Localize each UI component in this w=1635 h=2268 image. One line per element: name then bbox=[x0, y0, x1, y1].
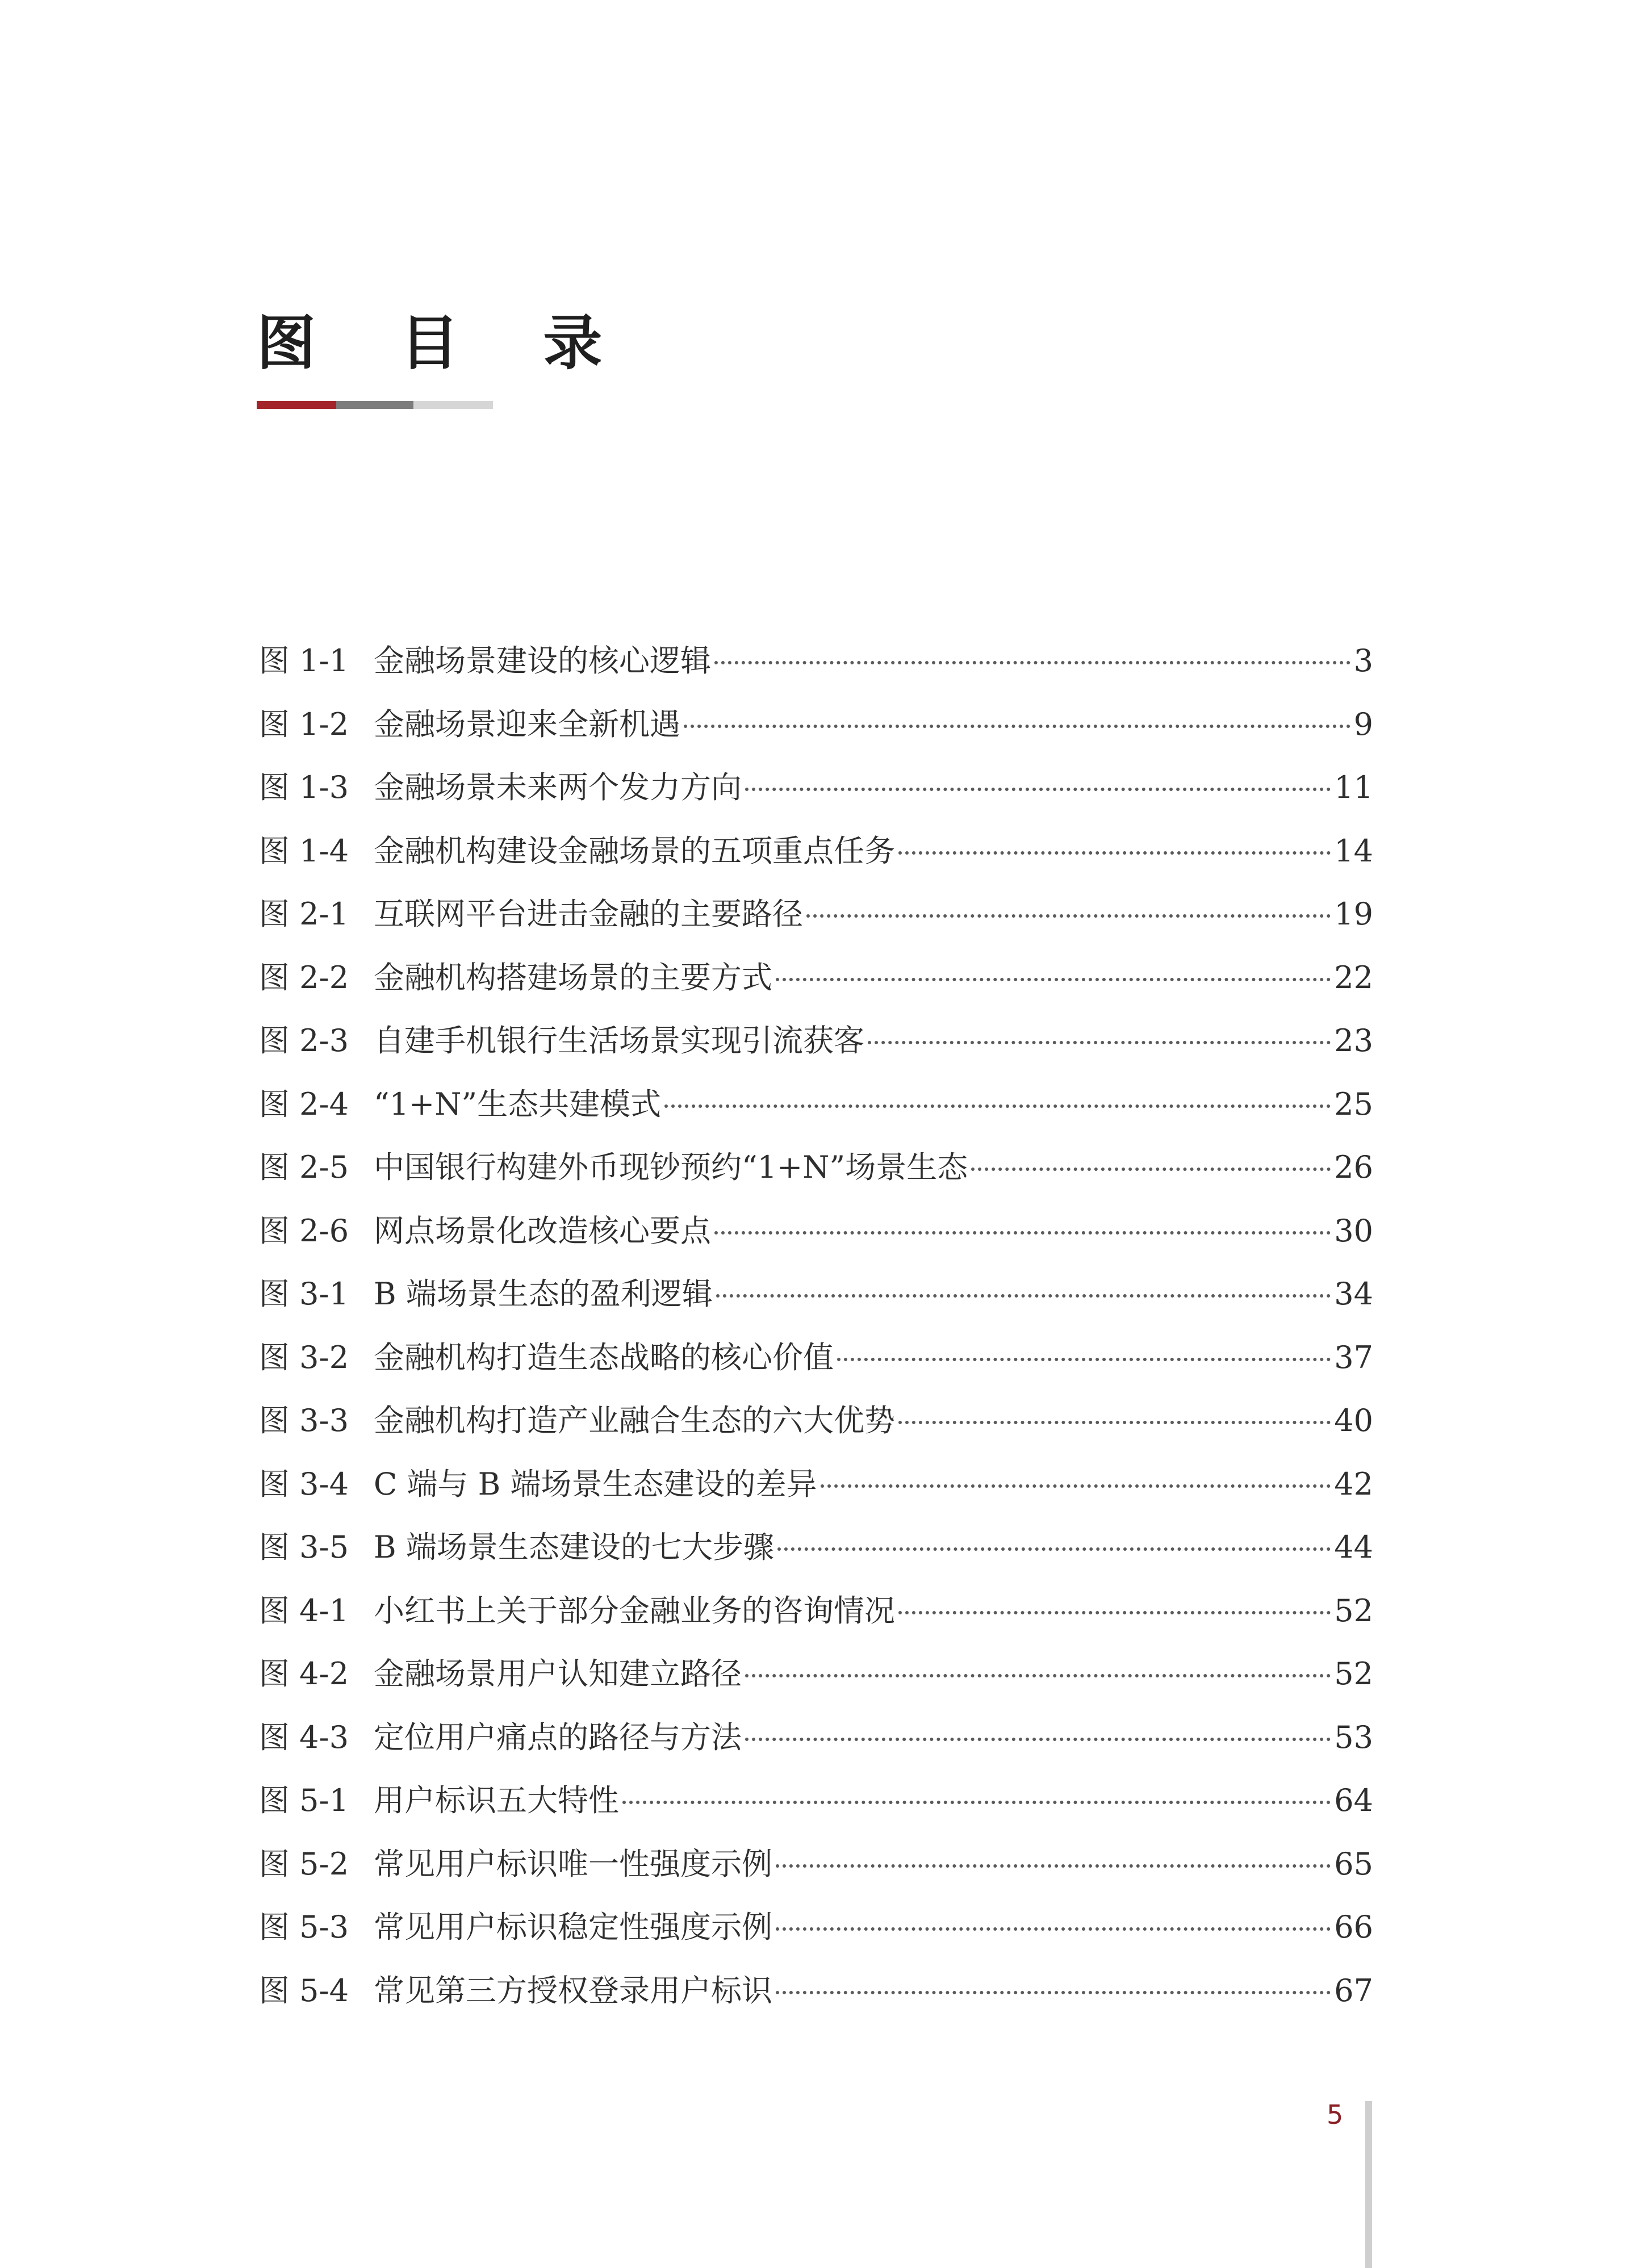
figure-list-item[interactable] bbox=[259, 819, 1373, 883]
figure-label: 图 5-4 bbox=[259, 1972, 349, 2008]
figure-label: 图 5-2 bbox=[259, 1846, 349, 1882]
figure-list bbox=[259, 629, 1373, 2022]
figure-list-item[interactable] bbox=[259, 1453, 1373, 1516]
figure-caption: 金融机构打造生态战略的核心价值 bbox=[374, 1339, 834, 1375]
figure-label: 图 4-1 bbox=[259, 1592, 349, 1629]
figure-label: 图 2-5 bbox=[259, 1149, 349, 1185]
figure-caption: 金融场景建设的核心逻辑 bbox=[374, 643, 711, 679]
figure-caption: 常见用户标识稳定性强度示例 bbox=[374, 1909, 772, 1945]
figure-list-item[interactable] bbox=[259, 1516, 1373, 1579]
page-title: 图 目 录 bbox=[257, 308, 634, 378]
dot-leader bbox=[745, 1738, 1331, 1741]
dot-leader bbox=[837, 1358, 1331, 1361]
figure-list-item[interactable] bbox=[259, 1706, 1373, 1769]
figure-caption: 中国银行构建外币现钞预约“1+N”场景生态 bbox=[374, 1149, 968, 1185]
figure-list-item[interactable] bbox=[259, 693, 1373, 756]
dot-leader bbox=[716, 1294, 1331, 1298]
figure-page-number: 66 bbox=[1334, 1909, 1373, 1945]
figure-list-item[interactable] bbox=[259, 1959, 1373, 2023]
dot-leader bbox=[684, 725, 1350, 728]
dot-leader bbox=[971, 1168, 1331, 1171]
figure-list-item[interactable] bbox=[259, 1199, 1373, 1263]
figure-page-number: 65 bbox=[1334, 1846, 1373, 1882]
figure-list-item[interactable] bbox=[259, 1579, 1373, 1643]
dot-leader bbox=[622, 1801, 1331, 1804]
figure-caption: 金融场景迎来全新机遇 bbox=[374, 706, 680, 742]
figure-caption: 常见第三方授权登录用户标识 bbox=[374, 1972, 772, 2008]
dot-leader bbox=[898, 851, 1331, 855]
dot-leader bbox=[777, 1547, 1331, 1551]
figure-caption: 互联网平台进击金融的主要路径 bbox=[374, 896, 803, 932]
dot-leader bbox=[776, 1927, 1331, 1931]
figure-label: 图 3-3 bbox=[259, 1403, 349, 1438]
page-edge-line bbox=[1365, 2101, 1372, 2268]
dot-leader bbox=[806, 914, 1331, 918]
figure-caption: “1+N”生态共建模式 bbox=[374, 1086, 662, 1122]
figure-caption: 金融机构打造产业融合生态的六大优势 bbox=[374, 1403, 895, 1438]
figure-page-number: 34 bbox=[1334, 1276, 1373, 1312]
dot-leader bbox=[745, 1674, 1331, 1677]
dot-leader bbox=[821, 1484, 1331, 1488]
figure-page-number: 14 bbox=[1334, 832, 1373, 869]
figure-caption: 金融机构搭建场景的主要方式 bbox=[374, 959, 772, 995]
figure-caption: B 端场景生态建设的七大步骤 bbox=[374, 1529, 774, 1565]
figure-label: 图 4-2 bbox=[259, 1656, 349, 1692]
figure-label: 图 2-1 bbox=[259, 896, 349, 932]
figure-caption: 金融场景用户认知建立路径 bbox=[374, 1656, 742, 1692]
figure-label: 图 1-2 bbox=[259, 706, 349, 742]
figure-label: 图 1-1 bbox=[259, 643, 349, 679]
title-underline bbox=[257, 401, 493, 409]
dot-leader bbox=[776, 978, 1331, 981]
figure-page-number: 25 bbox=[1334, 1086, 1373, 1122]
figure-list-item[interactable] bbox=[259, 1326, 1373, 1390]
dot-leader bbox=[776, 1991, 1331, 1994]
figure-page-number: 42 bbox=[1334, 1466, 1373, 1502]
figure-page-number: 67 bbox=[1334, 1972, 1373, 2008]
figure-caption: 金融场景未来两个发力方向 bbox=[374, 769, 742, 805]
figure-caption: 常见用户标识唯一性强度示例 bbox=[374, 1846, 772, 1882]
figure-label: 图 2-4 bbox=[259, 1086, 349, 1122]
figure-list-item[interactable] bbox=[259, 1009, 1373, 1073]
figure-label: 图 2-3 bbox=[259, 1023, 349, 1058]
figure-list-item[interactable] bbox=[259, 1262, 1373, 1326]
figure-caption: 网点场景化改造核心要点 bbox=[374, 1212, 711, 1249]
figure-label: 图 2-6 bbox=[259, 1212, 349, 1249]
figure-page-number: 37 bbox=[1334, 1339, 1373, 1375]
figure-page-number: 9 bbox=[1353, 706, 1373, 742]
figure-label: 图 3-1 bbox=[259, 1276, 349, 1312]
figure-list-item[interactable] bbox=[259, 1389, 1373, 1453]
figure-page-number: 11 bbox=[1334, 769, 1373, 805]
dot-leader bbox=[714, 1231, 1331, 1235]
figure-page-number: 44 bbox=[1334, 1529, 1373, 1565]
figure-page-number: 40 bbox=[1334, 1403, 1373, 1438]
figure-page-number: 22 bbox=[1334, 959, 1373, 995]
page-number: 5 bbox=[1327, 2099, 1344, 2130]
figure-page-number: 64 bbox=[1334, 1782, 1373, 1818]
figure-caption: 用户标识五大特性 bbox=[374, 1782, 619, 1818]
figure-page-number: 53 bbox=[1334, 1719, 1373, 1755]
dot-leader bbox=[664, 1104, 1331, 1108]
figure-page-number: 52 bbox=[1334, 1592, 1373, 1629]
figure-label: 图 2-2 bbox=[259, 959, 349, 995]
dot-leader bbox=[745, 788, 1331, 791]
figure-list-item[interactable] bbox=[259, 882, 1373, 946]
figure-label: 图 1-4 bbox=[259, 832, 349, 869]
title-underline-light-segment bbox=[413, 401, 493, 409]
figure-list-item[interactable] bbox=[259, 1136, 1373, 1199]
figure-page-number: 26 bbox=[1334, 1149, 1373, 1185]
figure-list-item[interactable] bbox=[259, 1769, 1373, 1832]
figure-caption: 定位用户痛点的路径与方法 bbox=[374, 1719, 742, 1755]
figure-page-number: 23 bbox=[1334, 1023, 1373, 1058]
dot-leader bbox=[714, 661, 1350, 664]
figure-label: 图 5-3 bbox=[259, 1909, 349, 1945]
dot-leader bbox=[776, 1864, 1331, 1868]
figure-list-item[interactable] bbox=[259, 629, 1373, 693]
figure-list-item[interactable] bbox=[259, 1832, 1373, 1896]
figure-caption: 小红书上关于部分金融业务的咨询情况 bbox=[374, 1592, 895, 1629]
figure-caption: C 端与 B 端场景生态建设的差异 bbox=[374, 1466, 817, 1502]
dot-leader bbox=[898, 1611, 1331, 1614]
figure-list-item[interactable] bbox=[259, 946, 1373, 1010]
figure-list-item[interactable] bbox=[259, 1895, 1373, 1959]
title-underline-gray-segment bbox=[336, 401, 413, 409]
figure-label: 图 3-2 bbox=[259, 1339, 349, 1375]
figure-label: 图 3-5 bbox=[259, 1529, 349, 1565]
figure-page-number: 52 bbox=[1334, 1656, 1373, 1692]
figure-list-item[interactable] bbox=[259, 1642, 1373, 1706]
title-underline-red-segment bbox=[257, 401, 336, 409]
figure-page-number: 30 bbox=[1334, 1212, 1373, 1249]
figure-list-item[interactable] bbox=[259, 1073, 1373, 1136]
dot-leader bbox=[868, 1041, 1331, 1044]
figure-page-number: 3 bbox=[1353, 643, 1373, 679]
figure-caption: 金融机构建设金融场景的五项重点任务 bbox=[374, 832, 895, 869]
figure-page-number: 19 bbox=[1334, 896, 1373, 932]
figure-label: 图 1-3 bbox=[259, 769, 349, 805]
figure-label: 图 4-3 bbox=[259, 1719, 349, 1755]
dot-leader bbox=[898, 1421, 1331, 1424]
figure-caption: B 端场景生态的盈利逻辑 bbox=[374, 1276, 713, 1312]
figure-label: 图 3-4 bbox=[259, 1466, 349, 1502]
figure-caption: 自建手机银行生活场景实现引流获客 bbox=[374, 1023, 864, 1058]
figure-list-item[interactable] bbox=[259, 756, 1373, 819]
figure-label: 图 5-1 bbox=[259, 1782, 349, 1818]
